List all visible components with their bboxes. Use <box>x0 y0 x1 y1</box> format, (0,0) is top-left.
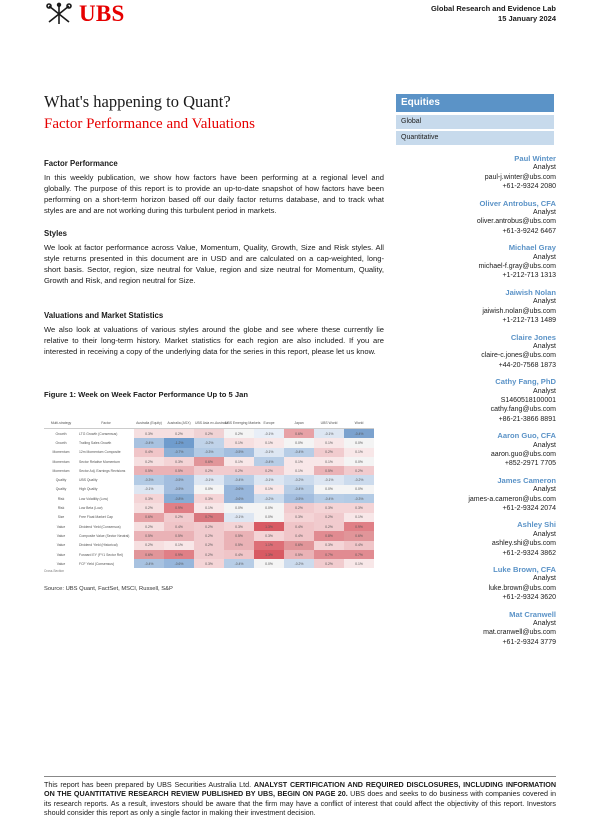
analyst-contact: +852-2971 7705 <box>504 460 556 468</box>
heat-cell: 0.3% <box>164 457 194 466</box>
section-paragraph: We look at factor performance across Value, Momentum, Quality, Growth, Size and Risk styles. All style returns presented in this document are in USD and are calculated on a cap-weighted, long-short basis. Sector, region, size neutral for Value, region and size neutral for Momentum, Quality, Growth and Risk, and region neutral for Size. <box>44 243 384 285</box>
heat-cell: 0.3% <box>134 494 164 503</box>
table-row <box>44 475 374 484</box>
analyst-name: Aaron Guo, CFA <box>497 431 556 441</box>
heat-cell: -0.1% <box>134 485 164 494</box>
table-row <box>44 522 374 531</box>
factor-cell: Sector Adj. Earnings Revisions <box>79 468 126 473</box>
heatmap-header-row <box>44 418 374 429</box>
column-header: Factor <box>78 418 134 429</box>
disclaimer <box>44 780 556 818</box>
heat-cell: -0.5% <box>224 448 254 457</box>
style-cell: Risk <box>57 496 65 501</box>
heat-cell: 0.2% <box>194 531 224 540</box>
heat-cell: 0.2% <box>194 466 224 475</box>
heat-cell: 0.2% <box>134 522 164 531</box>
heat-cell: -0.2% <box>284 475 314 484</box>
style-cell: Value <box>56 533 66 538</box>
heat-cell: -0.4% <box>134 438 164 447</box>
analyst-contact: +61-2-9324 3620 <box>502 594 556 602</box>
column-header: UBS Emerging Markets <box>224 418 254 429</box>
column-header: World <box>344 418 374 429</box>
style-cell: Risk <box>57 506 65 511</box>
analyst-card <box>396 288 556 326</box>
analyst-email[interactable]: oliver.antrobus@ubs.com <box>476 218 556 226</box>
analyst-contact: S1460518100001 <box>500 396 556 404</box>
heat-cell: 0.4% <box>284 522 314 531</box>
heat-cell: 0.2% <box>344 466 374 475</box>
table-footnote: Cross-Section <box>44 569 65 574</box>
heat-cell: 0.3% <box>194 559 224 568</box>
heat-cell: 0.3% <box>314 503 344 512</box>
analyst-name: Oliver Antrobus, CFA <box>479 198 556 208</box>
style-cell: Value <box>56 543 66 548</box>
heat-cell: 0.1% <box>224 457 254 466</box>
table-row <box>44 503 374 512</box>
analyst-email[interactable]: jaiwish.nolan@ubs.com <box>482 307 556 315</box>
heat-cell: 0.5% <box>134 466 164 475</box>
analyst-role: Analyst <box>533 441 556 449</box>
heat-cell: 0.1% <box>254 438 284 447</box>
heat-cell: 0.1% <box>254 485 284 494</box>
heat-cell: 0.6% <box>344 531 374 540</box>
analyst-name: Ashley Shi <box>517 520 556 530</box>
table-row <box>44 466 374 475</box>
column-header: UBS World <box>314 418 344 429</box>
heat-cell: -0.3% <box>344 494 374 503</box>
category-region: Global <box>396 115 554 129</box>
research-unit: Global Research and Evidence Lab <box>430 4 556 13</box>
heat-cell: 0.1% <box>284 466 314 475</box>
analyst-email[interactable]: james-a.cameron@ubs.com <box>468 495 556 503</box>
heat-cell: 0.2% <box>134 503 164 512</box>
heat-cell: -0.4% <box>344 429 374 439</box>
heat-cell: 0.2% <box>194 550 224 559</box>
table-row <box>44 438 374 447</box>
heat-cell: 0.6% <box>194 457 224 466</box>
analyst-card <box>396 243 556 281</box>
factor-heatmap <box>44 418 374 578</box>
brand-name: UBS <box>79 1 125 26</box>
analyst-role: Analyst <box>533 298 556 306</box>
table-row <box>44 494 374 503</box>
table-row <box>44 559 374 568</box>
analyst-email[interactable]: mat.cranwell@ubs.com <box>483 629 556 637</box>
style-cell: Momentum <box>52 450 70 455</box>
heat-cell: -0.2% <box>254 494 284 503</box>
disclaimer-text: This report has been prepared by UBS Securities Australia Ltd. <box>44 780 254 789</box>
heat-cell: 0.1% <box>224 438 254 447</box>
heat-cell: -0.1% <box>314 475 344 484</box>
heat-cell: -0.2% <box>284 559 314 568</box>
table-row <box>44 429 374 439</box>
ubs-logo <box>44 2 125 26</box>
heat-cell: 0.3% <box>314 541 344 550</box>
column-header: Multi-strategy <box>44 418 78 429</box>
heat-cell: -0.4% <box>224 559 254 568</box>
analyst-email[interactable]: aaron.guo@ubs.com <box>490 450 556 458</box>
heat-cell: 0.0% <box>314 485 344 494</box>
heat-cell: 0.3% <box>284 513 314 522</box>
analyst-contact: +86-21-3866 8891 <box>498 415 556 423</box>
heat-cell: 0.5% <box>314 466 344 475</box>
heat-cell: 0.3% <box>224 522 254 531</box>
heat-cell: 0.6% <box>134 550 164 559</box>
heatmap-table <box>44 418 374 568</box>
category-type: Quantitative <box>396 131 554 145</box>
analyst-name: Mat Cranwell <box>509 609 556 619</box>
heat-cell: 0.5% <box>164 531 194 540</box>
heat-cell: 0.6% <box>134 513 164 522</box>
table-row <box>44 550 374 559</box>
column-header: Japan <box>284 418 314 429</box>
heat-cell: 0.2% <box>164 429 194 439</box>
analyst-name: Jaiwish Nolan <box>505 287 556 297</box>
column-header: Europe <box>254 418 284 429</box>
heat-cell: 0.4% <box>344 541 374 550</box>
column-header: Australia (ASX) <box>164 418 194 429</box>
analyst-card <box>396 377 556 424</box>
heat-cell: 0.0% <box>254 503 284 512</box>
heat-cell: 0.0% <box>284 438 314 447</box>
heat-cell: 0.2% <box>314 513 344 522</box>
heat-cell: 0.2% <box>194 522 224 531</box>
heat-cell: 0.7% <box>194 513 224 522</box>
heat-cell: 0.5% <box>224 531 254 540</box>
heat-cell: -0.4% <box>284 485 314 494</box>
section-heading: Factor Performance <box>44 159 118 168</box>
analyst-name: Michael Gray <box>508 243 556 253</box>
analyst-card <box>396 333 556 371</box>
analyst-email[interactable]: michael-f.gray@ubs.com <box>478 263 556 271</box>
heat-cell: -0.2% <box>344 475 374 484</box>
heat-cell: 0.2% <box>194 541 224 550</box>
heat-cell: -0.5% <box>164 475 194 484</box>
heat-cell: 0.3% <box>134 429 164 439</box>
heat-cell: 0.6% <box>284 429 314 439</box>
column-header: Australia (Equity) <box>134 418 164 429</box>
heat-cell: 0.7% <box>314 550 344 559</box>
heat-cell: 0.1% <box>284 457 314 466</box>
table-row <box>44 541 374 550</box>
analyst-name: Cathy Fang, PhD <box>495 377 556 387</box>
main-body <box>44 158 384 357</box>
style-cell: Momentum <box>52 468 70 473</box>
heat-cell: 0.4% <box>134 448 164 457</box>
heat-cell: 0.0% <box>344 438 374 447</box>
analyst-contact: +61-3-9242 6467 <box>502 227 556 235</box>
heat-cell: 1.1% <box>254 541 284 550</box>
analyst-contact: +61-2-9324 2074 <box>502 505 556 512</box>
factor-cell: LTG Growth (Consensus) <box>79 431 118 436</box>
ubs-keys-icon <box>44 3 74 25</box>
heat-cell: 0.7% <box>344 550 374 559</box>
heat-cell: 0.4% <box>164 522 194 531</box>
analyst-name: Luke Brown, CFA <box>493 565 556 575</box>
analyst-role: Analyst <box>533 530 556 538</box>
heat-cell: 0.0% <box>254 513 284 522</box>
factor-cell: Low Volatility (Low) <box>79 496 109 501</box>
heat-cell: 0.5% <box>164 466 194 475</box>
table-row <box>44 513 374 522</box>
analyst-email[interactable]: paul-j.winter@ubs.com <box>484 173 556 181</box>
heat-cell: -0.3% <box>134 475 164 484</box>
analyst-name: James Cameron <box>497 475 556 485</box>
factor-cell: High Quality <box>79 487 98 492</box>
heat-cell: -0.6% <box>224 494 254 503</box>
heat-cell: 0.5% <box>284 550 314 559</box>
analyst-contact: +44-20-7568 1873 <box>498 361 556 369</box>
heat-cell: -0.1% <box>194 475 224 484</box>
report-title: What's happening to Quant? <box>44 92 231 111</box>
heat-cell: 0.3% <box>254 531 284 540</box>
heat-cell: -0.1% <box>254 448 284 457</box>
figure-source: Source: UBS Quant, FactSet, MSCI, Russell, S&P <box>44 586 173 592</box>
heat-cell: -0.5% <box>284 494 314 503</box>
heat-cell: 1.3% <box>254 522 284 531</box>
heat-cell: 0.1% <box>344 513 374 522</box>
heat-cell: 0.9% <box>344 522 374 531</box>
heat-cell: -0.1% <box>314 429 344 439</box>
heat-cell: -0.4% <box>284 448 314 457</box>
disclaimer-text-cont: UBS does and seeks to do business with companies covered in its research reports. As a result, investors should be aware that the firm may have a conflict of interest that could affect the objectivity of this report. Investors should consider this report as only a single factor in making their investment decision. <box>44 789 556 818</box>
factor-cell: Dividend Yield (Consensus) <box>79 524 121 529</box>
analyst-role: Analyst <box>533 209 556 217</box>
heat-cell: 0.0% <box>254 559 284 568</box>
analyst-role: Analyst <box>533 387 556 395</box>
heat-cell: 0.1% <box>314 438 344 447</box>
heat-cell: 0.2% <box>134 541 164 550</box>
heat-cell: 0.9% <box>164 503 194 512</box>
heat-cell: -0.2% <box>194 438 224 447</box>
style-cell: Quality <box>55 487 67 492</box>
style-cell: Value <box>56 561 66 566</box>
heat-cell: 1.3% <box>254 550 284 559</box>
heat-cell: -0.4% <box>224 475 254 484</box>
analyst-name: Claire Jones <box>510 332 556 342</box>
factor-cell: Low Beta (Low) <box>79 506 103 511</box>
analyst-card <box>396 520 556 558</box>
factor-cell: Trailing Sales Growth <box>79 440 112 445</box>
analyst-email[interactable]: cathy.fang@ubs.com <box>490 406 556 414</box>
analyst-card <box>396 476 556 514</box>
style-cell: Growth <box>55 431 67 436</box>
heat-cell: 0.9% <box>164 550 194 559</box>
style-cell: Growth <box>55 440 67 445</box>
heat-cell: -0.3% <box>194 448 224 457</box>
analyst-contact: +61-2-9324 3779 <box>502 638 556 646</box>
factor-cell: Sector Relative Momentum <box>79 459 120 464</box>
heat-cell: 0.2% <box>314 448 344 457</box>
heat-cell: 0.0% <box>344 485 374 494</box>
section-paragraph: In this weekly publication, we show how factors have been performing at a regional level and globally. The purpose of this report is to provide an up-to-date snapshot of how factors have been performing on a short-term horizon based off our daily factor returns database, and to track what styles are and are not working during this turbulent period in markets. <box>44 173 384 215</box>
analyst-card <box>396 431 556 469</box>
heat-cell: 0.2% <box>224 466 254 475</box>
factor-cell: 12m Momentum Composite <box>79 450 121 455</box>
footer-divider <box>44 776 556 777</box>
heat-cell: -0.4% <box>254 457 284 466</box>
heat-cell: -0.6% <box>164 559 194 568</box>
category-header: Equities <box>396 94 554 112</box>
heat-cell: 0.2% <box>314 522 344 531</box>
factor-cell: Dividend Yield (Historical) <box>79 543 118 548</box>
table-row <box>44 531 374 540</box>
report-header <box>431 4 556 24</box>
analyst-role: Analyst <box>533 486 556 494</box>
report-subtitle: Factor Performance and Valuations <box>44 116 255 132</box>
heat-cell: 0.4% <box>224 550 254 559</box>
heat-cell: -0.1% <box>224 513 254 522</box>
analyst-contact: +1-212-713 1313 <box>502 272 556 280</box>
heat-cell: -0.1% <box>254 429 284 439</box>
heat-cell: 0.2% <box>224 429 254 439</box>
analyst-card <box>396 199 556 237</box>
column-header: UBS Asia ex-Australia <box>194 418 224 429</box>
heat-cell: 0.0% <box>344 457 374 466</box>
analyst-card <box>396 610 556 648</box>
heat-cell: 0.2% <box>164 513 194 522</box>
heat-cell: 0.3% <box>194 494 224 503</box>
factor-cell: Composite Value (Sector Neutral) <box>79 533 130 538</box>
style-cell: Value <box>56 552 66 557</box>
heat-cell: -0.7% <box>164 448 194 457</box>
category-box <box>396 94 554 145</box>
heat-cell: 0.0% <box>224 503 254 512</box>
heat-cell: -0.6% <box>224 485 254 494</box>
factor-cell: Forward EY (FY1 Sector Rel) <box>79 552 124 557</box>
factor-cell: FCF Yield (Consensus) <box>79 561 115 566</box>
style-cell: Momentum <box>52 459 70 464</box>
analyst-role: Analyst <box>533 342 556 350</box>
analyst-contact: +61-2-9324 3862 <box>502 549 556 557</box>
heat-cell: -0.4% <box>134 559 164 568</box>
heat-cell: 0.2% <box>194 429 224 439</box>
analyst-card <box>396 154 556 192</box>
analyst-contact: +1-212-713 1489 <box>502 317 556 325</box>
heat-cell: 0.3% <box>344 503 374 512</box>
section-heading: Styles <box>44 229 67 238</box>
heat-cell: -0.8% <box>164 494 194 503</box>
heat-cell: 0.2% <box>314 559 344 568</box>
heat-cell: 0.8% <box>314 531 344 540</box>
figure-title: Figure 1: Week on Week Factor Performance Up to 5 Jan <box>44 390 248 399</box>
analyst-email[interactable]: luke.brown@ubs.com <box>488 584 556 592</box>
table-row <box>44 448 374 457</box>
table-row <box>44 457 374 466</box>
heat-cell: 0.1% <box>344 559 374 568</box>
heat-cell: 0.1% <box>194 503 224 512</box>
heat-cell: 0.1% <box>314 457 344 466</box>
heat-cell: 0.4% <box>284 531 314 540</box>
heat-cell: -1.2% <box>164 438 194 447</box>
style-cell: Quality <box>55 478 67 483</box>
heat-cell: 0.6% <box>284 541 314 550</box>
section-heading: Valuations and Market Statistics <box>44 311 164 320</box>
section-paragraph: We also look at valuations of various styles around the globe and see where these currently lie relative to their long-term history. Market statistics for each region are also included. If you are interested in receiving a copy of the underlying data for the series in this report, please let us know. <box>44 325 384 356</box>
factor-cell: Free Float Market Cap <box>79 515 113 520</box>
style-cell: Size <box>57 515 65 520</box>
heat-cell: -0.4% <box>314 494 344 503</box>
table-row <box>44 485 374 494</box>
heat-cell: -0.5% <box>164 485 194 494</box>
analyst-card <box>396 565 556 603</box>
heat-cell: 0.1% <box>344 448 374 457</box>
heat-cell: 0.0% <box>194 485 224 494</box>
heat-cell: 0.2% <box>134 457 164 466</box>
heat-cell: 0.2% <box>284 503 314 512</box>
analyst-role: Analyst <box>533 253 556 261</box>
heat-cell: -0.1% <box>254 475 284 484</box>
analyst-list <box>396 154 556 654</box>
heat-cell: 0.5% <box>134 531 164 540</box>
analyst-role: Analyst <box>533 164 556 172</box>
heat-cell: 0.2% <box>254 466 284 475</box>
analyst-email[interactable]: claire-c.jones@ubs.com <box>481 352 556 360</box>
factor-cell: UBS Quality <box>79 478 98 483</box>
analyst-contact: +61-2-9324 2080 <box>502 183 556 191</box>
disclaimer-bold: ANALYST CERTIFICATION AND REQUIRED DISCLOSURES, INCLUDING INFORMATION ON THE QUANTITATIVE RESEARCH REVIEW PUBLISHED BY UBS, BEGIN ON PAGE 20. <box>44 780 557 799</box>
heat-cell: 0.1% <box>164 541 194 550</box>
style-cell: Value <box>56 524 66 529</box>
analyst-name: Paul Winter <box>514 154 556 163</box>
analyst-email[interactable]: ashley.shi@ubs.com <box>491 540 556 548</box>
analyst-role: Analyst <box>533 575 556 583</box>
report-date: 15 January 2024 <box>498 14 556 23</box>
heat-cell: 0.5% <box>224 541 254 550</box>
analyst-role: Analyst <box>533 620 556 628</box>
